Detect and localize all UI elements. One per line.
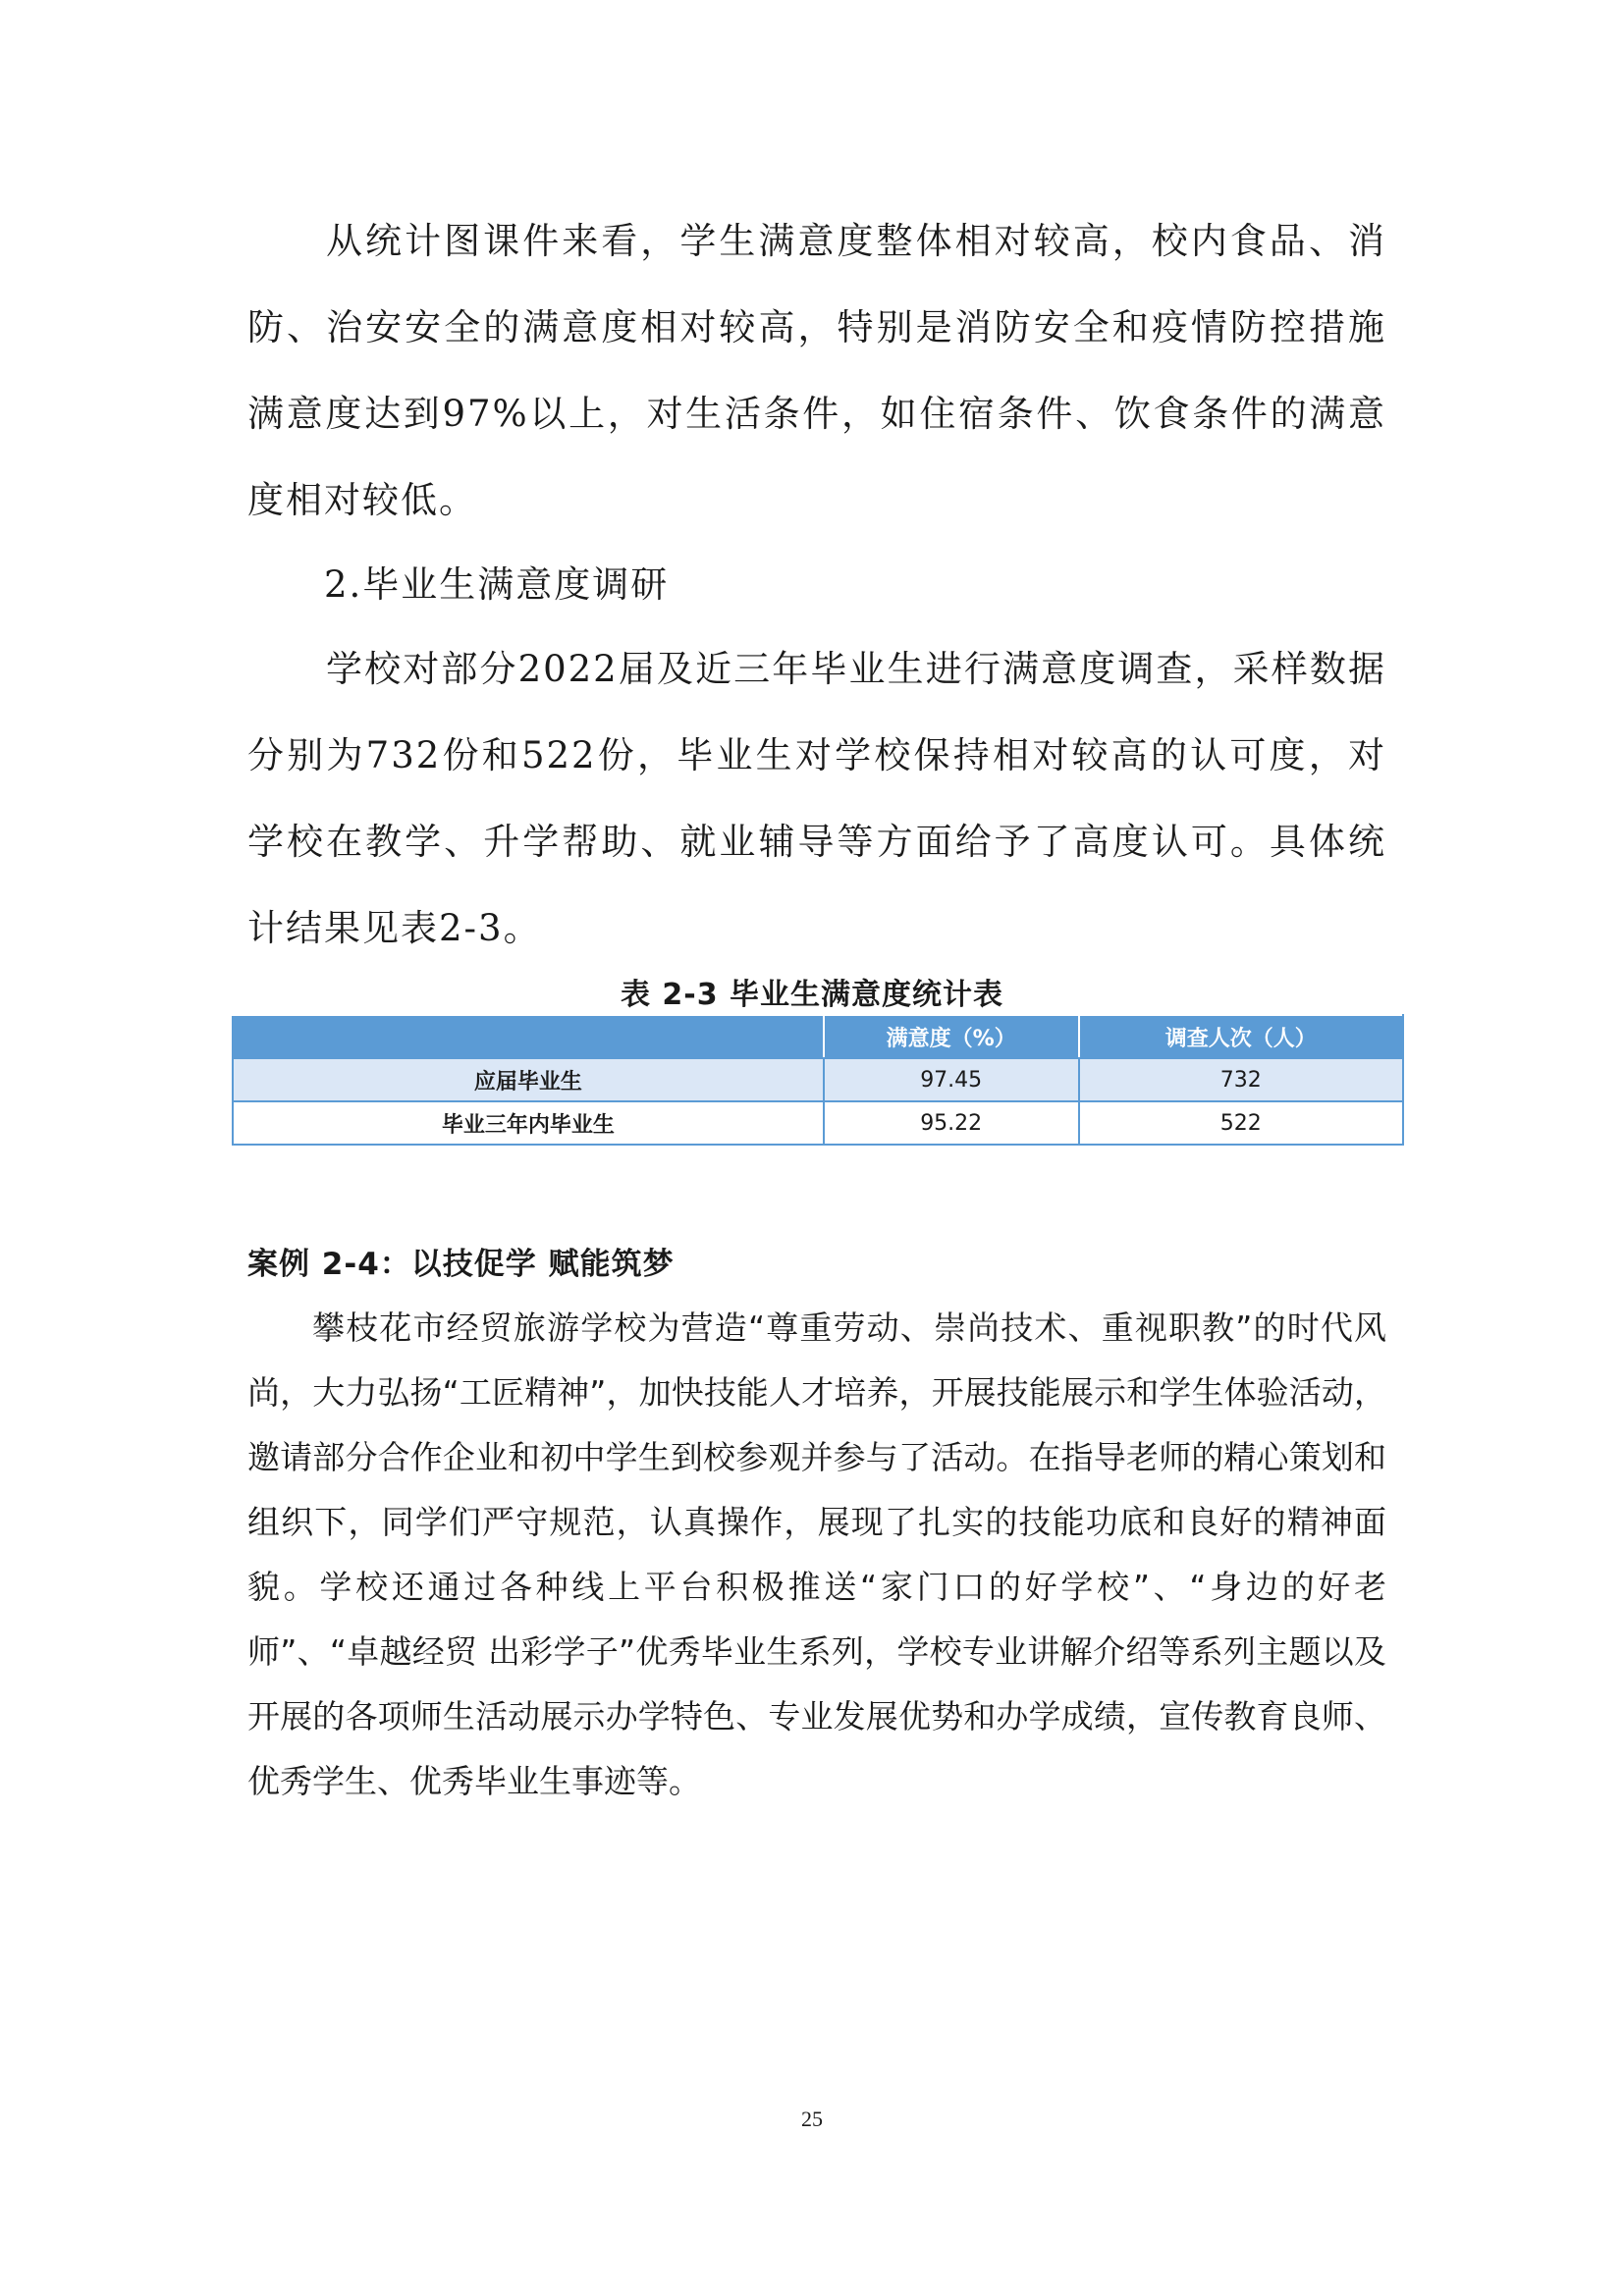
graduate-satisfaction-table — [232, 1014, 1404, 1146]
row-label: 应届毕业生 — [233, 1058, 824, 1101]
table-row — [233, 1101, 1403, 1145]
table-header-cell-empty — [233, 1015, 824, 1058]
page-number: 25 — [801, 2107, 823, 2131]
satisfaction-value: 97.45 — [824, 1058, 1079, 1101]
count-value: 732 — [1079, 1058, 1404, 1101]
table-header-row — [233, 1015, 1403, 1058]
satisfaction-value: 95.22 — [824, 1101, 1079, 1145]
section-heading-graduate-survey: 2.毕业生满意度调研 — [324, 563, 670, 606]
body-paragraph-student-satisfaction: 从统计图课件来看，学生满意度整体相对较高，校内食品、消防、治安安全的满意度相对较高，特别是消防安全和疫情防控措施满意度达到97%以上，对生活条件，如住宿条件、饮食条件的满意度相对较低。 — [247, 220, 1386, 521]
table-header-satisfaction: 满意度（%） — [824, 1015, 1079, 1058]
case-body-paragraph: 攀枝花市经贸旅游学校为营造“尊重劳动、崇尚技术、重视职教”的时代风尚，大力弘扬“工匠精神”，加快技能人才培养，开展技能展示和学生体验活动，邀请部分合作企业和初中学生到校参观并参与了活动。在指导老师的精心策划和组织下，同学们严守规范，认真操作，展现了扎实的技能功底和良好的精神面貌。学校还通过各种线上平台积极推送“家门口的好学校”、“身边的好老师”、“卓越经贸 出彩学子”优秀毕业生系列，学校专业讲解介绍等系列主题以及开展的各项师生活动展示办学特色、专业发展优势和办学成绩，宣传教育良师、优秀学生、优秀毕业生事迹等。 — [247, 1308, 1386, 1800]
case-title: 案例 2-4：以技促学 赋能筑梦 — [247, 1247, 675, 1282]
count-value: 522 — [1079, 1101, 1404, 1145]
body-paragraph-graduate-survey: 学校对部分2022届及近三年毕业生进行满意度调查，采样数据分别为732份和522份，毕业生对学校保持相对较高的认可度，对学校在教学、升学帮助、就业辅导等方面给予了高度认可。具体统计结果见表2-3。 — [247, 648, 1386, 949]
table-row — [233, 1058, 1403, 1101]
table-caption: 表 2-3 毕业生满意度统计表 — [620, 978, 1004, 1012]
row-label: 毕业三年内毕业生 — [233, 1101, 824, 1145]
table-header-count: 调查人次（人） — [1079, 1015, 1404, 1058]
